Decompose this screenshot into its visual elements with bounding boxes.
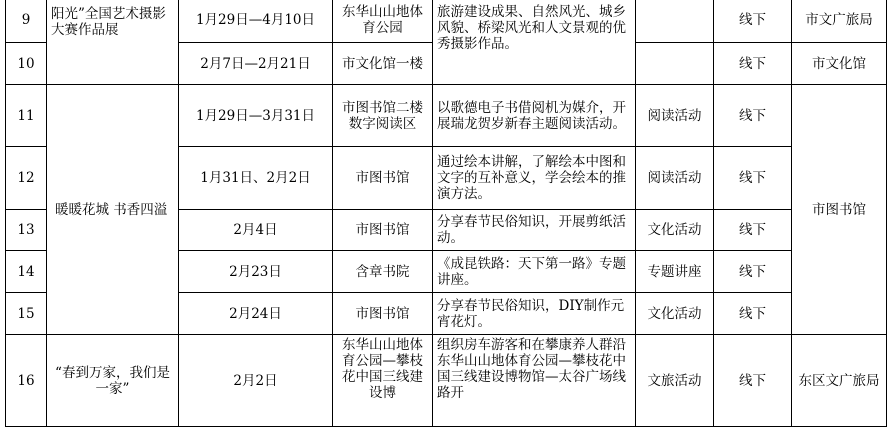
activity-mode: 线下 [714,147,792,210]
activity-mode: 线下 [714,251,792,293]
activity-content: 组织房车游客和在攀康养人群沿东华山山地体育公园—攀枝花中国三线建设博物馆—太谷广场线路开 [433,335,636,427]
activity-place: 市文化馆一楼 [333,43,433,85]
activity-content: 旅游建设成果、自然风光、城乡风貌、桥梁风光和人文景观的优秀摄影作品。 [433,0,636,85]
activity-content: 以歌德电子书借阅机为媒介，开展瑞龙贺岁新春主题阅读活动。 [433,85,636,147]
activity-type: 专题讲座 [636,251,714,293]
activity-place: 东华山山地体育公园—攀枝花中国三线建设博 [333,335,433,427]
activity-mode: 线下 [714,0,792,43]
activity-content: 分享春节民俗知识，开展剪纸活动。 [433,210,636,251]
activity-content: 分享春节民俗知识，DIY制作元宵花灯。 [433,293,636,335]
activity-date: 2月24日 [179,293,333,335]
row-number: 15 [6,293,47,335]
activity-table [5,0,887,427]
activity-place: 市图书馆 [333,210,433,251]
activity-place: 市图书馆二楼数字阅读区 [333,85,433,147]
activity-mode: 线下 [714,293,792,335]
activity-name: 暖暖花城 书香四溢 [47,85,179,335]
activity-date: 1月31日、2月2日 [179,147,333,210]
row-number: 12 [6,147,47,210]
activity-content: 《成昆铁路：天下第一路》专题讲座。 [433,251,636,293]
activity-place: 市图书馆 [333,293,433,335]
activity-organizer: 市文广旅局 [792,0,887,43]
activity-mode: 线下 [714,85,792,147]
activity-organizer: 东区文广旅局 [792,335,887,427]
activity-place: 市图书馆 [333,147,433,210]
activity-place: 含章书院 [333,251,433,293]
row-number: 11 [6,85,47,147]
activity-date: 2月23日 [179,251,333,293]
row-number: 14 [6,251,47,293]
row-number: 9 [6,0,47,43]
activity-type: 阅读活动 [636,147,714,210]
row-number: 16 [6,335,47,427]
activity-type: 文化活动 [636,210,714,251]
activity-type: 文化活动 [636,293,714,335]
activity-name: 阳光”全国艺术摄影大赛作品展 [47,0,179,85]
activity-mode: 线下 [714,43,792,85]
activity-type: 阅读活动 [636,85,714,147]
activity-type [636,43,714,85]
row-number: 13 [6,210,47,251]
activity-place: 东华山山地体育公园 [333,0,433,43]
activity-name: “春到万家，我们是一家” [47,335,179,427]
activity-organizer: 市文化馆 [792,43,887,85]
activity-type: 文旅活动 [636,335,714,427]
table-row [6,335,887,427]
activity-date: 1月29日—4月10日 [179,0,333,43]
row-number: 10 [6,43,47,85]
activity-date: 2月2日 [179,335,333,427]
activity-mode: 线下 [714,210,792,251]
table-row [6,0,887,43]
activity-date: 2月7日—2月21日 [179,43,333,85]
activity-organizer: 市图书馆 [792,85,887,335]
activity-content: 通过绘本讲解，了解绘本中图和文字的互补意义，学会绘本的推演方法。 [433,147,636,210]
table-row [6,85,887,147]
activity-date: 1月29日—3月31日 [179,85,333,147]
activity-mode: 线下 [714,335,792,427]
activity-type [636,0,714,43]
activity-date: 2月4日 [179,210,333,251]
